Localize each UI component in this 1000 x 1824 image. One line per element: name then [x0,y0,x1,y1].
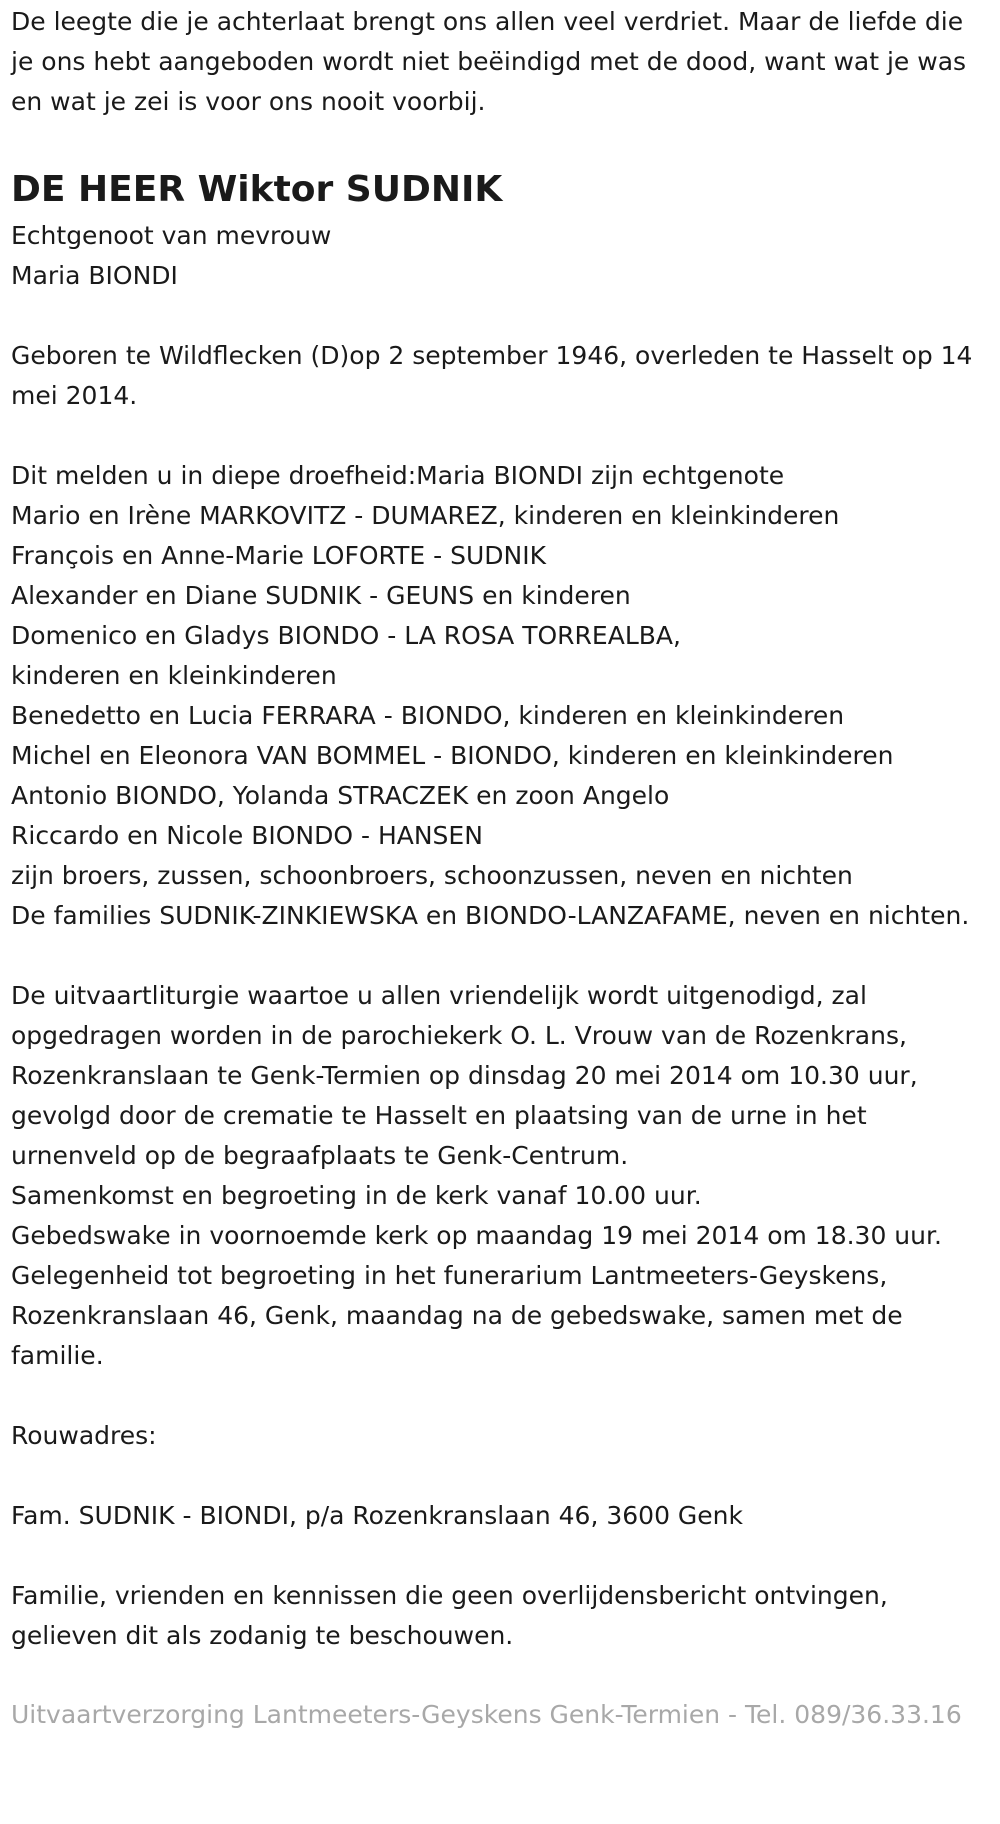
mourner-line: Riccardo en Nicole BIONDO - HANSEN [11,821,483,850]
funeral-info [11,976,992,1376]
funeral-liturgy-text: De uitvaartliturgie waartoe u allen vriendelijk wordt uitgenodigd, zal opgedragen worden in de parochiekerk O. L. Vrouw van de Rozenkrans, Rozenkranslaan te Genk-Termien op dinsdag 20 mei 2014 om 10.30 uur, gevolgd door de crematie te Hasselt en plaatsing van de urne in het urnenveld op de begraafplaats te Genk-Centrum. [11,981,918,1170]
mourner-line: Domenico en Gladys BIONDO - LA ROSA TORREALBA, [11,621,681,650]
notice-text: Familie, vrienden en kennissen die geen overlijdensbericht ontvingen, gelieven dit als zodanig te beschouwen. [11,1581,888,1650]
intro-quote: De leegte die je achterlaat brengt ons allen veel verdriet. Maar de liefde die je ons hebt aangeboden wordt niet beëindigd met de dood, want wat je was en wat je zei is voor ons nooit voorbij. [11,7,967,116]
mourner-line: Mario en Irène MARKOVITZ - DUMAREZ, kinderen en kleinkinderen [11,501,840,530]
prayer-vigil-text: Gebedswake in voornoemde kerk op maandag 19 mei 2014 om 18.30 uur. [11,1221,942,1250]
gathering-text: Samenkomst en begroeting in de kerk vanaf 10.00 uur. [11,1181,702,1210]
address-label: Rouwadres: [11,1421,157,1450]
mourner-line: kinderen en kleinkinderen [11,661,337,690]
mourners-list [11,456,992,936]
mourner-line: zijn broers, zussen, schoonbroers, schoonzussen, neven en nichten [11,861,853,890]
mourner-line: Alexander en Diane SUDNIK - GEUNS en kinderen [11,581,631,610]
mourner-line: Antonio BIONDO, Yolanda STRACZEK en zoon Angelo [11,781,670,810]
spouse-line: Echtgenoot van mevrouw [11,221,332,250]
mourner-line: Dit melden u in diepe droefheid:Maria BIONDI zijn echtgenote [11,461,785,490]
birth-death-text: Geboren te Wildflecken (D)op 2 september 1946, overleden te Hasselt op 14 mei 2014. [11,341,973,410]
mourner-line: Michel en Eleonora VAN BOMMEL - BIONDO, kinderen en kleinkinderen [11,741,894,770]
mourner-line: De families SUDNIK-ZINKIEWSKA en BIONDO-LANZAFAME, neven en nichten. [11,901,970,930]
deceased-name: DE HEER Wiktor SUDNIK [11,169,503,210]
funeral-director-footer: Uitvaartverzorging Lantmeeters-Geyskens Genk-Termien - Tel. 089/36.33.16 [11,1700,962,1729]
mourner-line: François en Anne-Marie LOFORTE - SUDNIK [11,541,546,570]
spouse-name: Maria BIONDI [11,261,178,290]
mourning-address: Fam. SUDNIK - BIONDI, p/a Rozenkranslaan 46, 3600 Genk [11,1501,743,1530]
mourner-line: Benedetto en Lucia FERRARA - BIONDO, kinderen en kleinkinderen [11,701,845,730]
spouse-block [11,216,992,296]
visitation-text: Gelegenheid tot begroeting in het funerarium Lantmeeters-Geyskens, Rozenkranslaan 46, Genk, maandag na de gebedswake, samen met de familie. [11,1261,903,1370]
